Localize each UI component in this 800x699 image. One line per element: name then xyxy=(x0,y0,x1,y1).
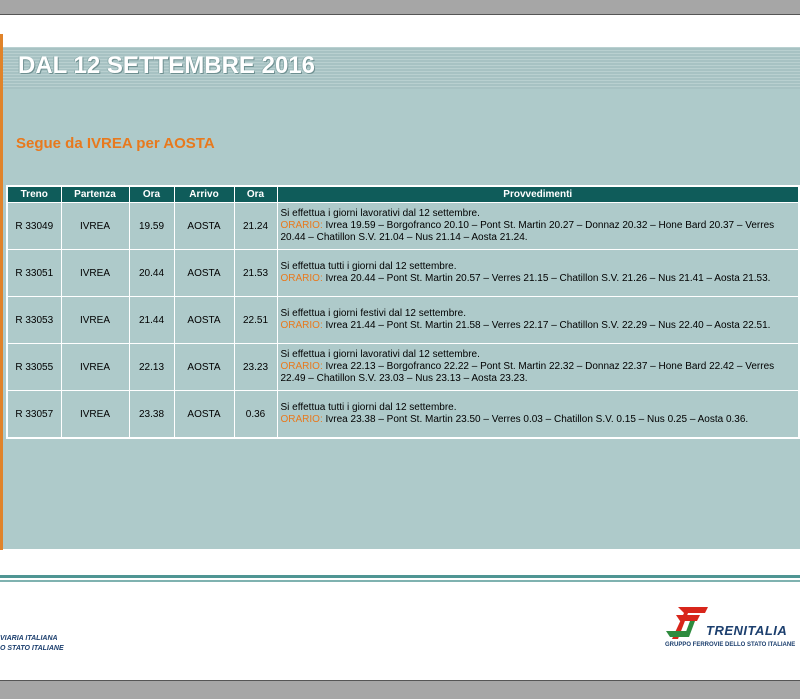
orario-stops: Ivrea 22.13 – Borgofranco 22.22 – Pont St. Martin 22.32 – Donnaz 22.37 – Hone Bard 22.42 – Verres 22.49 – Chatillon S.V. 23.03 – Nus 23.13 – Aosta 23.23. xyxy=(280,361,775,384)
cell-arrivo: AOSTA xyxy=(174,203,234,250)
trenitalia-wordmark: TRENITALIA xyxy=(706,623,788,638)
header-ora-arrivo: Ora xyxy=(234,186,277,203)
cell-ora-partenza: 23.38 xyxy=(129,391,174,439)
footer-divider-light xyxy=(0,580,800,582)
orario-line xyxy=(281,414,797,426)
trenitalia-emblem-icon xyxy=(664,605,712,641)
viewer-bottom-bar xyxy=(0,681,800,699)
orario-stops: Ivrea 19.59 – Borgofranco 20.10 – Pont St. Martin 20.27 – Donnaz 20.32 – Hone Bard 20.37 – Verres 20.44 – Chatillon S.V. 21.04 – Nus 21.14 – Aosta 21.24. xyxy=(280,220,775,243)
cell-treno: R 33051 xyxy=(7,250,61,297)
cell-provvedimenti xyxy=(277,344,799,391)
cell-provvedimenti xyxy=(277,297,799,344)
orario-line xyxy=(281,320,797,332)
cell-ora-partenza: 20.44 xyxy=(129,250,174,297)
service-note: Si effettua i giorni festivi dal 12 settembre. xyxy=(280,308,466,319)
header-provvedimenti: Provvedimenti xyxy=(277,186,799,203)
left-accent-stripe xyxy=(0,34,3,550)
cell-ora-partenza: 22.13 xyxy=(129,344,174,391)
header-treno: Treno xyxy=(7,186,61,203)
orario-label: ORARIO: xyxy=(280,320,323,331)
cell-ora-arrivo: 21.53 xyxy=(234,250,277,297)
orario-line xyxy=(281,361,797,385)
cell-partenza: IVREA xyxy=(61,391,129,439)
orario-line xyxy=(281,273,797,285)
orario-label: ORARIO: xyxy=(280,273,323,284)
schedule-table xyxy=(6,185,800,439)
rfi-line-2: O STATO ITALIANE xyxy=(0,645,64,652)
orario-stops: Ivrea 23.38 – Pont St. Martin 23.50 – Verres 0.03 – Chatillon S.V. 0.15 – Nus 0.25 – Aosta 0.36. xyxy=(322,414,749,425)
cell-arrivo: AOSTA xyxy=(174,250,234,297)
orario-label: ORARIO: xyxy=(280,220,323,231)
route-subtitle: Segue da IVREA per AOSTA xyxy=(16,135,215,152)
cell-ora-arrivo: 21.24 xyxy=(234,203,277,250)
orario-stops: Ivrea 20.44 – Pont St. Martin 20.57 – Verres 21.15 – Chatillon S.V. 21.26 – Nus 21.41 – Aosta 21.53. xyxy=(322,273,771,284)
table-row xyxy=(7,297,799,344)
orario-line xyxy=(281,220,797,244)
cell-ora-partenza: 21.44 xyxy=(129,297,174,344)
cell-partenza: IVREA xyxy=(61,250,129,297)
cell-treno: R 33057 xyxy=(7,391,61,439)
slide-title: DAL 12 SETTEMBRE 2016 xyxy=(18,52,315,79)
cell-partenza: IVREA xyxy=(61,297,129,344)
service-note: Si effettua i giorni lavorativi dal 12 settembre. xyxy=(280,208,480,219)
cell-partenza: IVREA xyxy=(61,344,129,391)
rfi-line-1: VIARIA ITALIANA xyxy=(0,635,58,642)
service-note: Si effettua tutti i giorni dal 12 settembre. xyxy=(280,261,457,272)
header-arrivo: Arrivo xyxy=(174,186,234,203)
cell-treno: R 33053 xyxy=(7,297,61,344)
cell-ora-partenza: 19.59 xyxy=(129,203,174,250)
table-header-row xyxy=(7,186,799,203)
orario-stops: Ivrea 21.44 – Pont St. Martin 21.58 – Verres 22.17 – Chatillon S.V. 22.29 – Nus 22.40 – Aosta 22.51. xyxy=(322,320,771,331)
orario-label: ORARIO: xyxy=(280,414,323,425)
viewer-top-bar xyxy=(0,0,800,14)
table-row xyxy=(7,391,799,439)
cell-partenza: IVREA xyxy=(61,203,129,250)
rfi-logo-text xyxy=(0,634,64,654)
cell-provvedimenti xyxy=(277,203,799,250)
table-row xyxy=(7,203,799,250)
service-note: Si effettua tutti i giorni dal 12 settembre. xyxy=(280,402,457,413)
cell-provvedimenti xyxy=(277,250,799,297)
cell-treno: R 33049 xyxy=(7,203,61,250)
orario-label: ORARIO: xyxy=(280,361,323,372)
header-partenza: Partenza xyxy=(61,186,129,203)
cell-arrivo: AOSTA xyxy=(174,297,234,344)
cell-provvedimenti xyxy=(277,391,799,439)
service-note: Si effettua i giorni lavorativi dal 12 settembre. xyxy=(280,349,480,360)
cell-arrivo: AOSTA xyxy=(174,344,234,391)
cell-ora-arrivo: 0.36 xyxy=(234,391,277,439)
trenitalia-subtitle: GRUPPO FERROVIE DELLO STATO ITALIANE xyxy=(665,642,796,648)
cell-treno: R 33055 xyxy=(7,344,61,391)
table-row xyxy=(7,344,799,391)
footer-divider-dark xyxy=(0,575,800,578)
cell-ora-arrivo: 22.51 xyxy=(234,297,277,344)
cell-arrivo: AOSTA xyxy=(174,391,234,439)
cell-ora-arrivo: 23.23 xyxy=(234,344,277,391)
table-row xyxy=(7,250,799,297)
header-ora-partenza: Ora xyxy=(129,186,174,203)
